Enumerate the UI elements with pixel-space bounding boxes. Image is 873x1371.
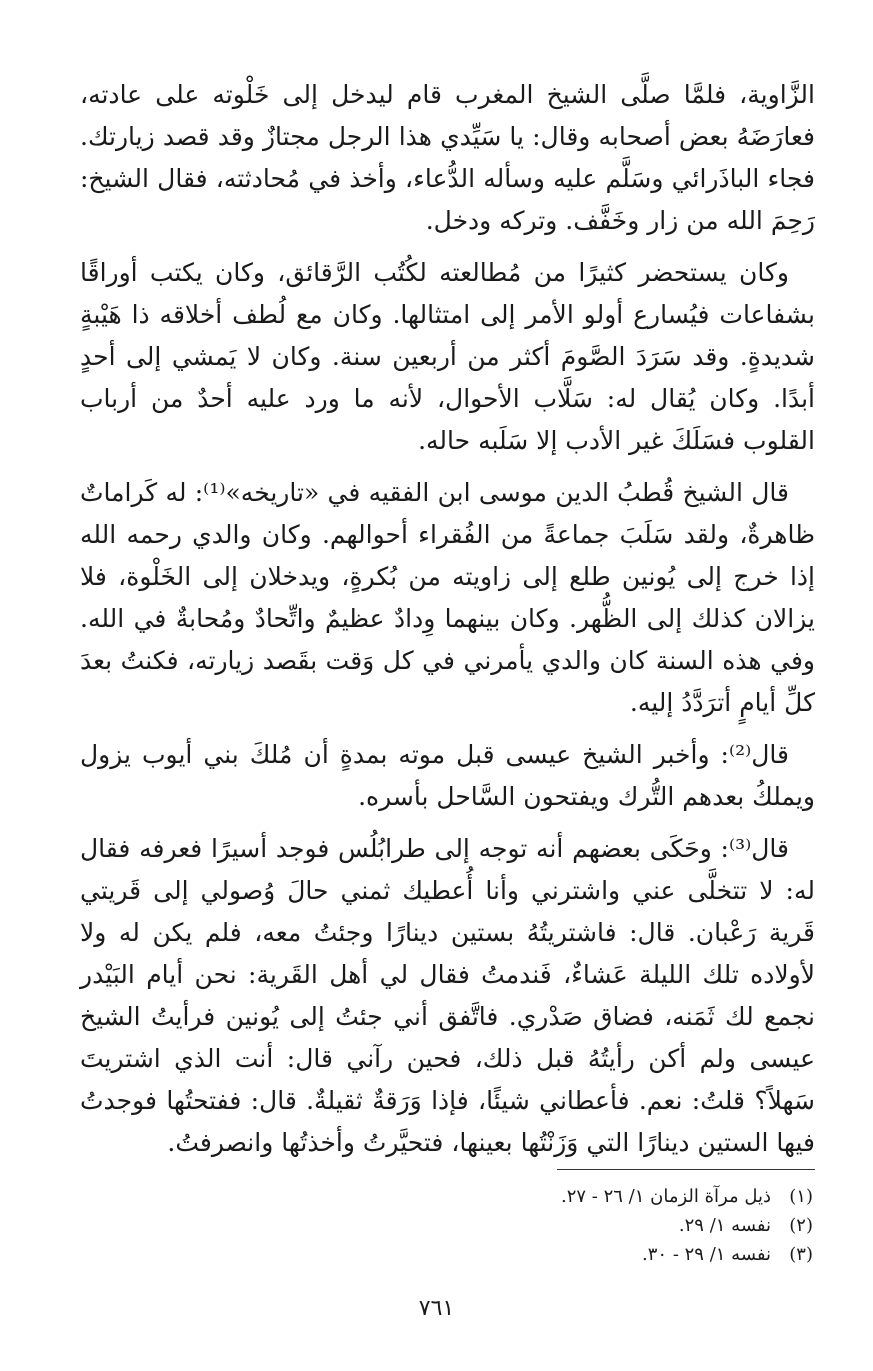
paragraph-5: قال⁽³⁾: وحَكَى بعضهم أنه توجه إلى طرابُلُس فوجد أسيرًا فعرفه فقال له: لا تتخلَّى عني واشترني وأنا أُعطيك ثمني حالَ وُصولي إلى قَريتي قَرية رَعْبان. قال: فاشتريتُهُ بستين دينارًا وجئتُ معه، فلم يكن له ولا لأولاده تلك الليلة عَشاءٌ، فَندمتُ فقال لي أهل القَرية: نحن أيام البَيْدر نجمع لك ثَمَنه، فضاق صَدْري. فاتَّفق أني جئتُ إلى يُونين فرأيتُ الشيخ عيسى ولم أكن رأيتُهُ قبل ذلك، فحين رآني قال: أنت الذي اشتريتَ سَهلاً؟ قلتُ: نعم. فأعطاني شيئًا، فإذا وَرَقةٌ ثقيلةٌ. قال: ففتحتُها فوجدتُ فيها الستين دينارًا التي وَزَنْتُها بعينها، فتحيَّرتُ وأخذتُها وانصرفتُ.	[80, 834, 815, 1157]
footnote-number: (٢)	[789, 1215, 813, 1236]
footnote-text: ذيل مرآة الزمان ١/ ٢٦ - ٢٧.	[560, 1186, 771, 1207]
page-body	[80, 74, 815, 1164]
footnote-2	[313, 1211, 813, 1240]
footnote-1	[313, 1182, 813, 1211]
footnote-3	[313, 1240, 813, 1269]
paragraph-3: قال الشيخ قُطبُ الدين موسى ابن الفقيه في «تاريخه»⁽¹⁾: له كَراماتٌ ظاهرةٌ، ولقد سَلَبَ جماعةً من الفُقراء أحوالهم. وكان والدي رحمه الله إذا خرج إلى يُونين طلع إلى زاويته من بُكرةٍ، ويدخلان إلى الخَلْوة، فلا يزالان كذلك إلى الظُّهر. وكان بينهما وِدادٌ عظيمٌ واتِّحادٌ ومُحابةٌ في الله. وفي هذه السنة كان والدي يأمرني في كل وَقت بقَصد زيارته، فكنتُ بعدَ كلِّ أيامٍ أترَدَّدُ إليه.	[80, 478, 815, 717]
paragraph-1: الزَّاوية، فلمَّا صلَّى الشيخ المغرب قام ليدخل إلى خَلْوته على عادته، فعارَضَهُ بعض أصحابه وقال: يا سَيِّدي هذا الرجل مجتازٌ وقد قصد زيارتك. فجاء الباذَرائي وسَلَّم عليه وسأله الدُّعاء، وأخذ في مُحادثته، فقال الشيخ: رَحِمَ الله من زار وخَفَّف. وتركه ودخل.	[80, 80, 815, 235]
footnote-text: نفسه ١/ ٢٩.	[678, 1215, 771, 1236]
paragraph-2: وكان يستحضر كثيرًا من مُطالعته لكُتُب الرَّقائق، وكان يكتب أوراقًا بشفاعات فيُسارع أولو الأمر إلى امتثالها. وكان مع لُطف أخلاقه ذا هَيْبةٍ شديدةٍ. وقد سَرَدَ الصَّومَ أكثر من أربعين سنة. وكان لا يَمشي إلى أحدٍ أبدًا. وكان يُقال له: سَلَّاب الأحوال، لأنه ما ورد عليه أحدٌ من أرباب القلوب فسَلَكَ غير الأدب إلا سَلَبه حاله.	[80, 258, 815, 455]
footnote-number: (١)	[789, 1186, 813, 1207]
footnote-text: نفسه ١/ ٢٩ - ٣٠.	[642, 1244, 771, 1265]
paragraph-4: قال⁽²⁾: وأخبر الشيخ عيسى قبل موته بمدةٍ أن مُلكَ بني أيوب يزول ويملكُ بعدهم التُّرك ويفتحون السَّاحل بأسره.	[80, 740, 815, 811]
footnote-number: (٣)	[789, 1244, 813, 1265]
footnote-separator	[557, 1169, 815, 1170]
footnotes	[313, 1182, 813, 1269]
page-number: ٧٦١	[418, 1296, 455, 1321]
